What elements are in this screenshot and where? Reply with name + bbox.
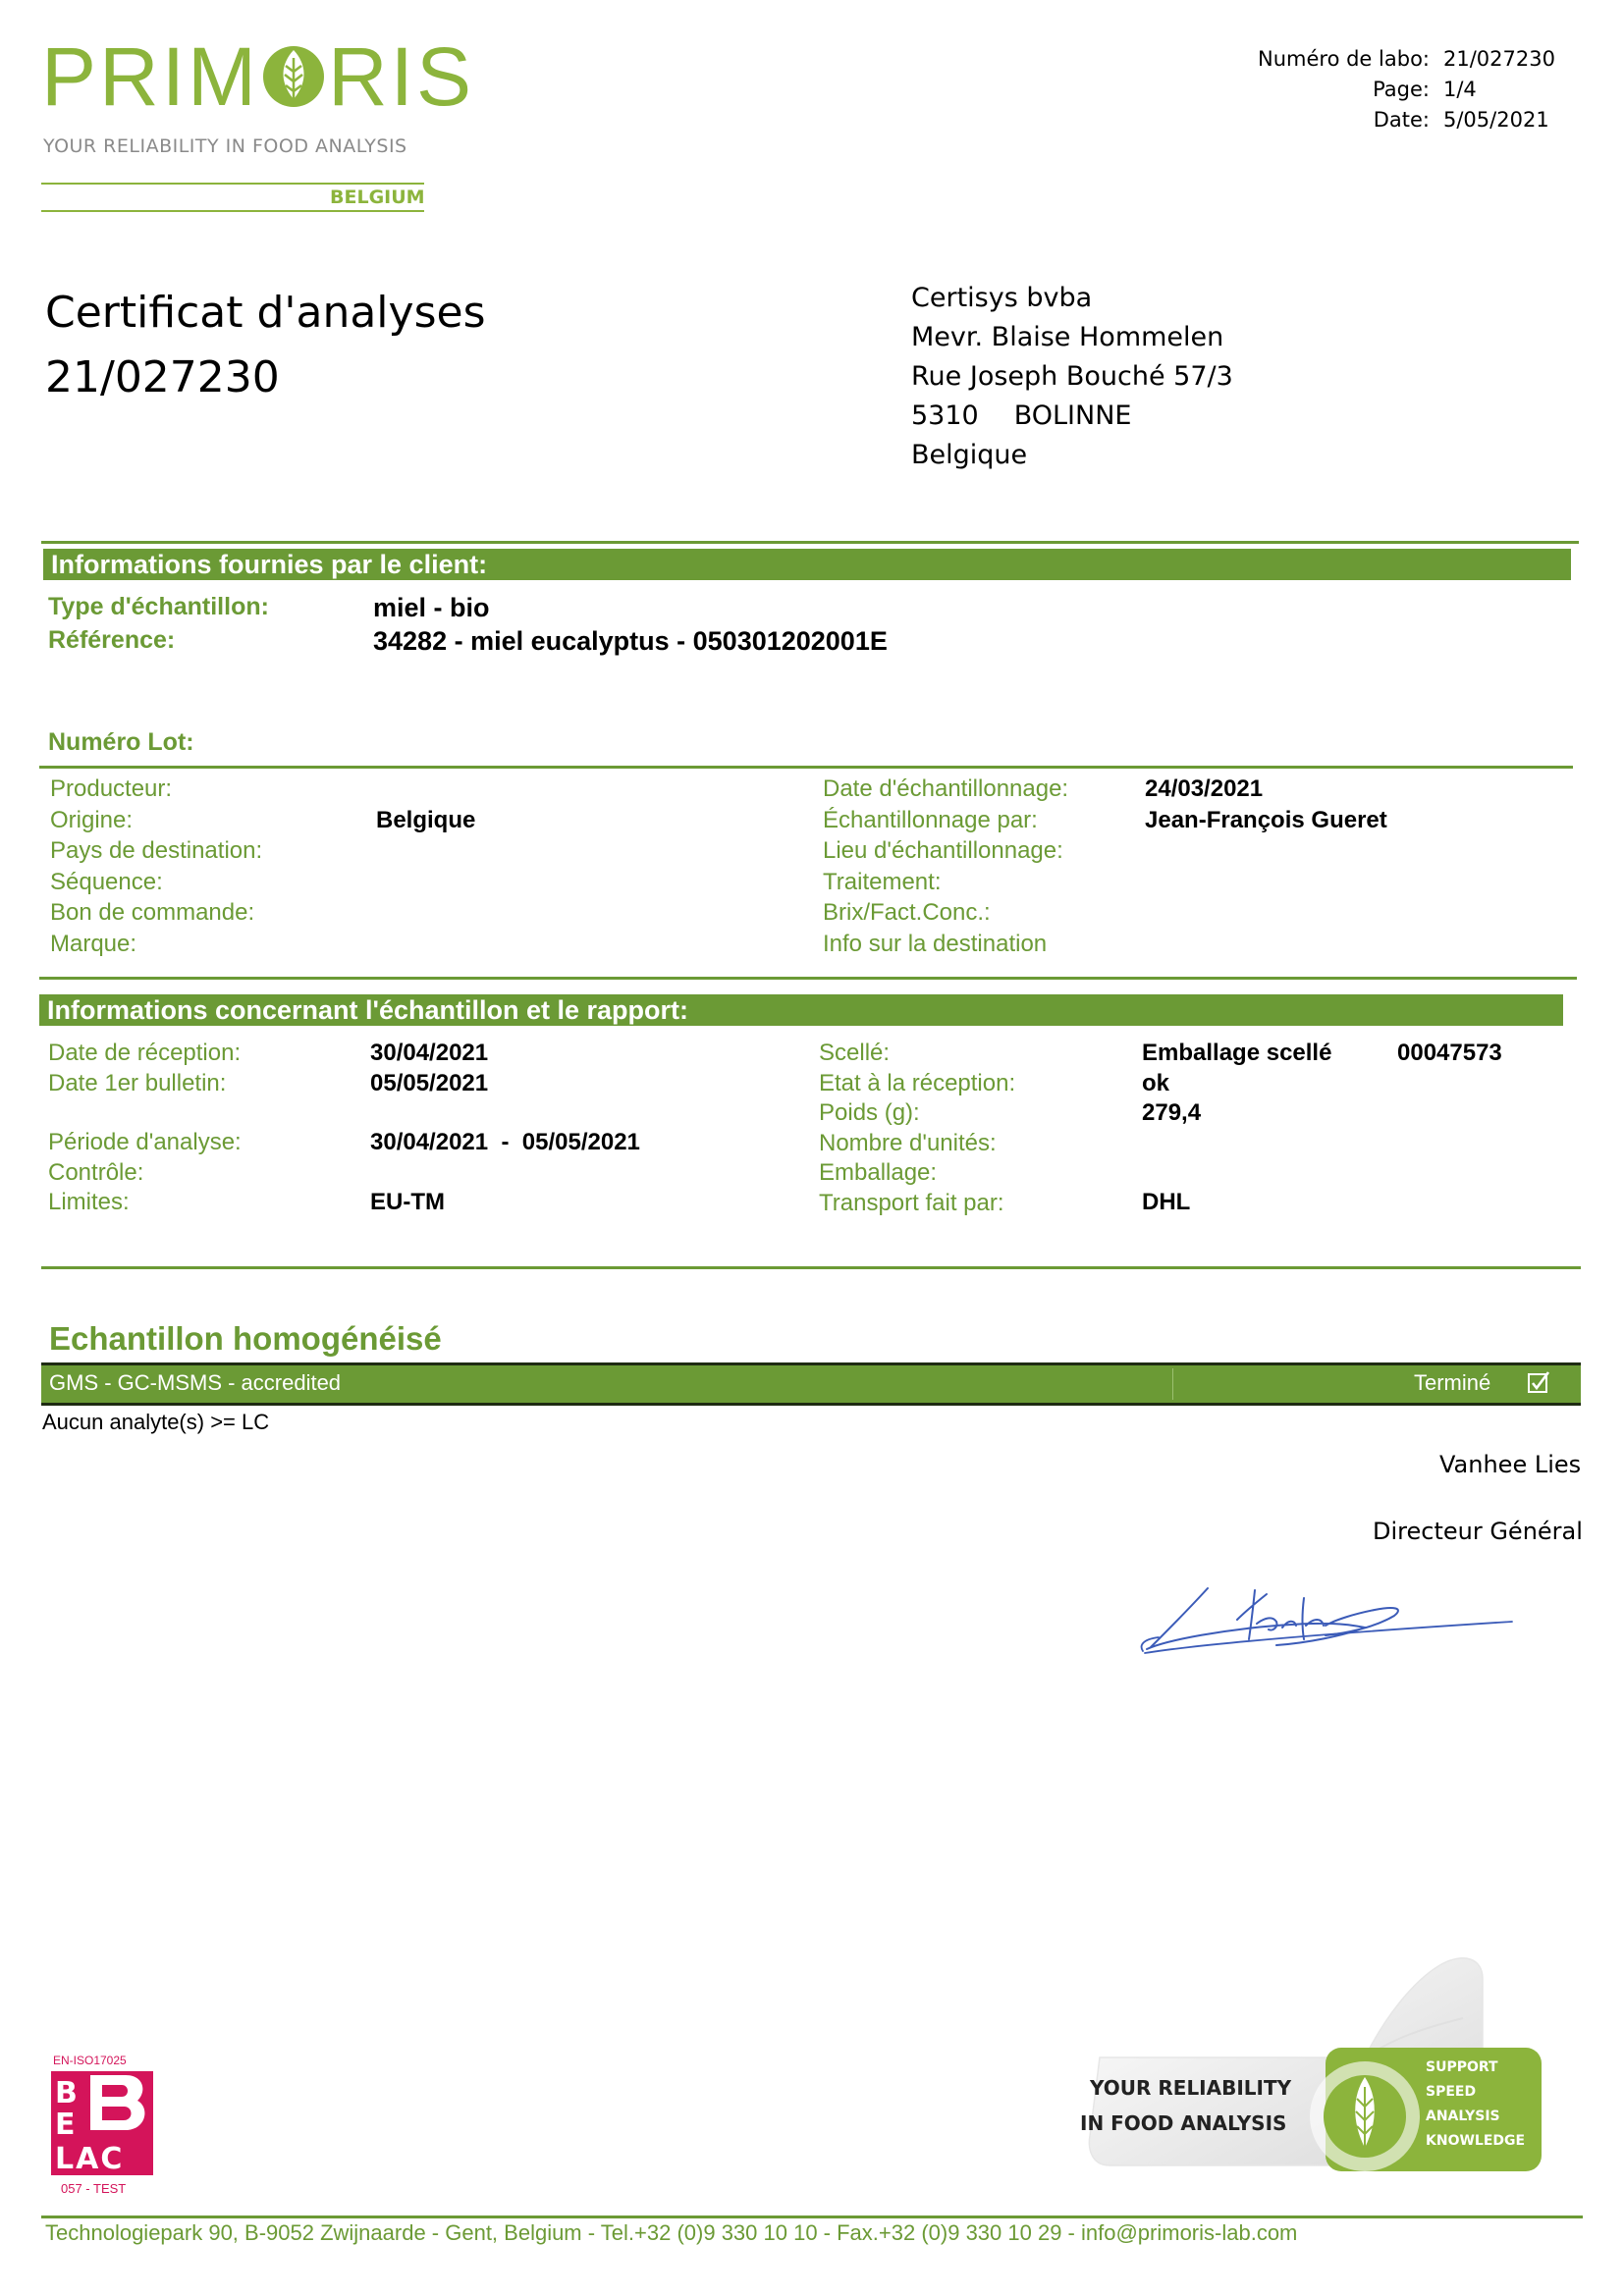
banner-line-2: IN FOOD ANALYSIS xyxy=(1080,2111,1287,2135)
units-count-label: Nombre d'unités: xyxy=(819,1129,997,1156)
section-divider xyxy=(41,1266,1581,1269)
signatory-role: Directeur Général xyxy=(1373,1518,1583,1545)
weight-value: 279,4 xyxy=(1142,1099,1202,1126)
report-left-values xyxy=(370,1039,640,1217)
header-meta-labels xyxy=(1159,44,1430,135)
lot-number-label: Numéro Lot: xyxy=(48,728,194,756)
signatory-name: Vanhee Lies xyxy=(1439,1451,1582,1478)
first-bulletin-label: Date 1er bulletin: xyxy=(48,1069,227,1096)
banner-word-4: KNOWLEDGE xyxy=(1426,2133,1526,2149)
belac-letter-b: B xyxy=(55,2076,78,2110)
logo-divider-top xyxy=(41,183,424,185)
belac-standard: EN-ISO17025 xyxy=(53,2054,127,2067)
address-company: Certisys bvba xyxy=(911,283,1093,313)
treatment-label: Traitement: xyxy=(823,868,942,895)
sequence-label: Séquence: xyxy=(50,868,163,895)
sample-details-left-labels xyxy=(50,774,262,959)
sampling-date-value: 24/03/2021 xyxy=(1145,775,1264,802)
banner-word-1: SUPPORT xyxy=(1426,2059,1498,2075)
section-divider xyxy=(41,541,1579,544)
analysis-period-label: Période d'analyse: xyxy=(48,1129,242,1155)
banner-line-1: YOUR RELIABILITY xyxy=(1090,2076,1292,2100)
origin-label: Origine: xyxy=(50,806,134,833)
weight-label: Poids (g): xyxy=(819,1099,920,1126)
client-info-heading: Informations fournies par le client: xyxy=(43,549,1571,580)
reference-label: Référence: xyxy=(48,626,176,654)
address-city-line xyxy=(911,397,1233,436)
sampled-by-label: Échantillonnage par: xyxy=(823,806,1038,833)
report-left-labels xyxy=(48,1039,242,1218)
sampled-by-value: Jean-François Gueret xyxy=(1145,806,1387,833)
belac-accreditation-logo xyxy=(49,2054,157,2201)
address-street: Rue Joseph Bouché 57/3 xyxy=(911,361,1233,392)
certificate-title xyxy=(45,281,486,410)
belac-letters-lac: LAC xyxy=(55,2142,125,2176)
packaging-label: Emballage: xyxy=(819,1159,938,1186)
brix-label: Brix/Fact.Conc.: xyxy=(823,899,991,926)
logo-country: BELGIUM xyxy=(330,187,425,208)
logo-divider-bottom xyxy=(41,210,424,212)
header-meta-values xyxy=(1443,44,1600,135)
sampling-location-label: Lieu d'échantillonnage: xyxy=(823,837,1063,864)
method-name: GMS - GC-MSMS - accredited xyxy=(49,1370,342,1395)
destination-country-label: Pays de destination: xyxy=(50,837,263,864)
primoris-logo xyxy=(41,30,475,123)
report-info-heading: Informations concernant l'échantillon et le rapport: xyxy=(39,994,1563,1026)
report-right-labels xyxy=(819,1039,1015,1218)
banner-word-2: SPEED xyxy=(1426,2084,1477,2100)
belac-letter-e: E xyxy=(55,2108,76,2142)
analysis-period-value: 30/04/2021 - 05/05/2021 xyxy=(370,1129,640,1155)
first-bulletin-value: 05/05/2021 xyxy=(370,1069,489,1096)
analysis-result: Aucun analyte(s) >= LC xyxy=(42,1410,270,1434)
handwritten-signature xyxy=(1129,1571,1532,1669)
producer-label: Producteur: xyxy=(50,775,173,802)
seal-number: 00047573 xyxy=(1397,1040,1502,1066)
reception-state-label: Etat à la réception: xyxy=(819,1069,1016,1096)
reception-date-value: 30/04/2021 xyxy=(370,1040,489,1066)
analysis-section-title: Echantillon homogénéisé xyxy=(49,1320,442,1357)
address-city: BOLINNE xyxy=(1013,400,1132,431)
order-label: Bon de commande: xyxy=(50,899,255,926)
limits-label: Limites: xyxy=(48,1189,130,1215)
logo-tagline: YOUR RELIABILITY IN FOOD ANALYSIS xyxy=(43,135,407,157)
title-line-2: 21/027230 xyxy=(45,352,280,402)
labo-value: 21/027230 xyxy=(1443,47,1555,71)
labo-label: Numéro de labo: xyxy=(1258,47,1430,71)
sample-details-right-values xyxy=(1145,774,1387,835)
brand-label: Marque: xyxy=(50,930,137,957)
destination-info-label: Info sur la destination xyxy=(823,930,1048,957)
reference-value: 34282 - miel eucalyptus - 050301202001E xyxy=(373,626,888,656)
date-value: 5/05/2021 xyxy=(1443,108,1549,132)
footer-divider xyxy=(41,2216,1583,2218)
limits-value: EU-TM xyxy=(370,1188,445,1215)
seal-value: Emballage scellé xyxy=(1142,1040,1332,1066)
method-row-divider xyxy=(1172,1368,1173,1400)
address-person: Mevr. Blaise Hommelen xyxy=(911,322,1224,352)
seal-label: Scellé: xyxy=(819,1040,891,1066)
sample-type-label: Type d'échantillon: xyxy=(48,593,269,620)
title-line-1: Certificat d'analyses xyxy=(45,288,486,338)
transport-value: DHL xyxy=(1142,1188,1191,1215)
reception-state-value: ok xyxy=(1142,1069,1170,1096)
logo-word-right: RIS xyxy=(328,30,475,123)
checkbox-checked-icon xyxy=(1527,1370,1550,1394)
reception-date-label: Date de réception: xyxy=(48,1040,242,1066)
belac-number: 057 - TEST xyxy=(61,2181,127,2196)
sample-details-right-labels xyxy=(823,774,1068,959)
method-status: Terminé xyxy=(1414,1370,1491,1395)
page-label: Page: xyxy=(1373,78,1430,101)
sampling-date-label: Date d'échantillonnage: xyxy=(823,775,1069,802)
recipient-address xyxy=(911,279,1233,475)
banner-word-3: ANALYSIS xyxy=(1426,2109,1500,2124)
date-label: Date: xyxy=(1373,108,1430,132)
page-value: 1/4 xyxy=(1443,78,1477,101)
transport-label: Transport fait par: xyxy=(819,1189,1004,1216)
control-label: Contrôle: xyxy=(48,1158,144,1186)
logo-word-left: PRIM xyxy=(41,30,259,123)
sample-type-value: miel - bio xyxy=(373,593,490,622)
section-divider xyxy=(39,977,1577,980)
footer-contact: Technologiepark 90, B-9052 Zwijnaarde - Gent, Belgium - Tel.+32 (0)9 330 10 10 - Fax.+32 (0)9 330 10 29 - info@primoris-lab.com xyxy=(45,2220,1298,2245)
report-right-values xyxy=(1142,1039,1331,1217)
section-divider xyxy=(39,766,1573,769)
address-country: Belgique xyxy=(911,440,1028,470)
origin-value: Belgique xyxy=(376,807,476,833)
address-postcode: 5310 xyxy=(911,400,979,431)
leaf-o-icon xyxy=(259,42,328,111)
primoris-slogan-banner xyxy=(1070,1949,1551,2185)
